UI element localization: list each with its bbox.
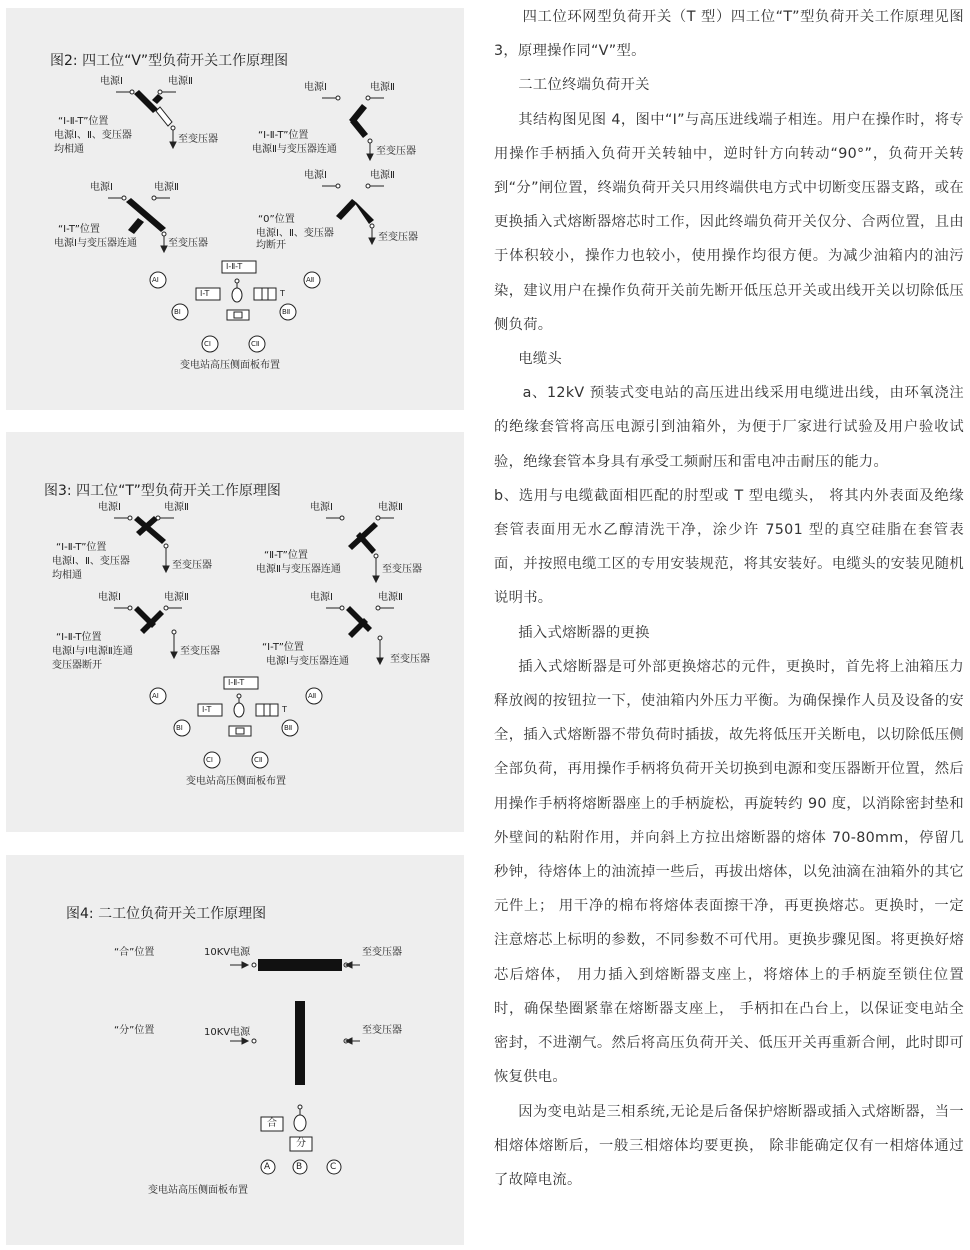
source-2-label: 电源Ⅱ bbox=[164, 502, 189, 513]
source-1-label: 电源Ⅰ bbox=[98, 502, 121, 513]
switch-blade-open bbox=[156, 107, 172, 126]
source-2-label: 电源Ⅱ bbox=[154, 182, 179, 193]
to-transformer-label: 至变压器 bbox=[390, 654, 430, 665]
paragraph: 插入式熔断器是可外部更换熔芯的元件，更换时，首先将上油箱压力释放阀的按钮拉一下，使油箱内外压力平衡。为确保操作人员及设备的安全，插入式熔断器不带负荷时插拔，故先将低压开关断电，以切除低压侧全部负荷，再用操作手柄将负荷开关切换到电源和变压器断开位置，然后用操作手柄将熔断器座上的手柄旋松，再旋转约 90 度，以消除密封垫和外壁间的粘附作用，并向斜上方拉出熔断器的熔体 70-80mm，停留几秒钟，待熔体上的油流掉一些后，再拔出熔体，以免油滴在油箱外的其它元件上； 用干净的棉布将熔体表面擦干净，再更换熔芯。更换时，一定注意熔芯上标明的参数，不同参数不可代用。更换步骤见图。将更换好熔芯后熔体， 用力插入到熔断器支座上，将熔体上的手柄旋至锁住位置时，确保垫圈紧靠在熔断器支座上， 手柄扣在凸台上，以保证变电站全密封，不进潮气。然后将高压负荷开关、低压开关再重新合闸，此时即可恢复供电。 bbox=[494, 658, 964, 1086]
source-2-label: 电源Ⅱ bbox=[370, 82, 395, 93]
position-box bbox=[254, 288, 276, 300]
closed-position-label: “合”位置 bbox=[114, 947, 155, 958]
position-label: “Ⅰ-Ⅱ-T”位置 bbox=[58, 116, 109, 127]
bushing-label: AⅡ bbox=[308, 692, 317, 700]
bushing-label: AⅡ bbox=[306, 276, 315, 284]
bushing-label: BⅠ bbox=[176, 724, 183, 732]
position-label: “Ⅰ-T”位置 bbox=[262, 642, 304, 653]
source-label: 10KV电源 bbox=[204, 947, 251, 958]
to-transformer-label: 至变压器 bbox=[376, 146, 416, 157]
paragraph: 因为变电站是三相系统,无论是后备保护熔断器或插入式熔断器，当一相熔体熔断后，一般三相熔体均要更换， 除非能确定仅有一相熔体通过了故障电流。 bbox=[494, 1103, 964, 1188]
source-1-label: 电源Ⅰ bbox=[310, 592, 333, 603]
article-text bbox=[494, 0, 964, 1197]
arrow bbox=[170, 142, 176, 148]
description-label-2: 变压器断开 bbox=[52, 660, 102, 671]
description-label: 电源Ⅰ与Ⅰ电源Ⅱ连通 bbox=[52, 646, 133, 657]
open-box-label: 分 bbox=[296, 1138, 306, 1149]
source-2-label: 电源Ⅱ bbox=[168, 76, 193, 87]
handle-knob bbox=[294, 1115, 306, 1131]
description-label: 电源Ⅱ与变压器连通 bbox=[252, 144, 337, 155]
paragraph: a、12kV 预装式变电站的高压进出线采用电缆进出线，由环氧浇注的绝缘套管将高压电源引到油箱外，为便于厂家进行试验及用户验收试验，绝缘套管本身具有承受工频耐压和雷电冲击耐压的能力。 bbox=[494, 385, 964, 470]
panel-caption: 变电站高压侧面板布置 bbox=[186, 776, 286, 787]
terminal bbox=[130, 90, 134, 94]
source-1-label: 电源Ⅰ bbox=[304, 170, 327, 181]
source-2-label: 电源Ⅱ bbox=[378, 502, 403, 513]
source-2-label: 电源Ⅱ bbox=[370, 170, 395, 181]
position-label: “Ⅰ-Ⅱ-T”位置 bbox=[56, 542, 107, 553]
description-label-2: 均断开 bbox=[256, 240, 286, 251]
terminal bbox=[158, 90, 162, 94]
to-transformer-label: 至变压器 bbox=[172, 560, 212, 571]
position-label: “0”位置 bbox=[258, 214, 295, 225]
position-box-label: Ⅰ-T bbox=[200, 289, 210, 298]
switch-blade bbox=[336, 199, 357, 220]
position-box-label: Ⅰ-T bbox=[202, 705, 212, 714]
bushing-label: AⅠ bbox=[152, 276, 159, 284]
terminal bbox=[171, 126, 175, 130]
to-transformer-label: 至变压器 bbox=[362, 947, 402, 958]
position-label: “Ⅰ-Ⅱ-T位置 bbox=[56, 632, 102, 643]
source-1-label: 电源Ⅰ bbox=[100, 76, 123, 87]
panel-caption: 变电站高压侧面板布置 bbox=[180, 360, 280, 371]
bushing-label: CⅡ bbox=[251, 340, 260, 348]
description-label: 电源Ⅰ、Ⅱ、变压器 bbox=[256, 228, 334, 239]
figure-title: 图2: 四工位“V”型负荷开关工作原理图 bbox=[50, 53, 289, 69]
position-label: “Ⅰ-Ⅱ-T”位置 bbox=[258, 130, 309, 141]
figure-4-panel bbox=[6, 855, 464, 1245]
source-1-label: 电源Ⅰ bbox=[90, 182, 113, 193]
paragraph: b、选用与电缆截面相匹配的肘型或 T 型电缆头， 将其内外表面及绝缘套管表面用无水乙醇清洗干净，涂少许 7501 型的真空硅脂在套管表面，并按照电缆工区的专用安装规范，将其安装好。电缆头的安装见随机说明书。 bbox=[494, 487, 964, 607]
to-transformer-label: 至变压器 bbox=[168, 238, 208, 249]
description-label: 电源Ⅰ与变压器连通 bbox=[266, 656, 349, 667]
bushing-label: AⅠ bbox=[152, 692, 159, 700]
bushing-label: CⅠ bbox=[206, 756, 213, 764]
section-heading: 电缆头 bbox=[518, 351, 563, 368]
figure-title: 图3: 四工位“T”型负荷开关工作原理图 bbox=[44, 483, 281, 499]
to-transformer-label: 至变压器 bbox=[178, 134, 218, 145]
source-label: 10KV电源 bbox=[204, 1027, 251, 1038]
description-label-2: 均相通 bbox=[52, 570, 82, 581]
closed-box-label: 合 bbox=[267, 1118, 277, 1129]
position-box-label: T bbox=[282, 705, 287, 714]
switch-blade bbox=[350, 118, 368, 138]
bushing-label: BⅠ bbox=[174, 308, 181, 316]
switch-blade bbox=[352, 199, 374, 224]
position-box-label: Ⅰ-Ⅱ-T bbox=[228, 678, 245, 687]
position-box-label: Ⅰ-Ⅱ-T bbox=[226, 262, 243, 271]
source-1-label: 电源Ⅰ bbox=[98, 592, 121, 603]
switch-bar-open bbox=[295, 1001, 305, 1085]
bushing-label: CⅠ bbox=[204, 340, 211, 348]
bushing-label: B bbox=[296, 1162, 303, 1172]
description-label-2: 均相通 bbox=[54, 144, 84, 155]
figure-title: 图4: 二工位负荷开关工作原理图 bbox=[66, 906, 267, 922]
position-label: “Ⅱ-T”位置 bbox=[264, 550, 308, 561]
source-1-label: 电源Ⅰ bbox=[304, 82, 327, 93]
figure-3-panel bbox=[6, 432, 464, 832]
paragraph: 其结构图见图 4，图中“I”与高压进线端子相连。用户在操作时，将专用操作手柄插入负荷开关转轴中，逆时针方向转动“90°”，负荷开关转到“分”闸位置，终端负荷开关只用终端供电方式中切断变压器支路，或在更换插入式熔断器熔芯时工作，因此终端负荷开关仅分、合两位置，且由于体积较小，操作力也较小，使用操作均很方便。为减少油箱内的油污染，建议用户在操作负荷开关前先断开低压总开关或出线开关以切除低压侧负荷。 bbox=[494, 111, 964, 333]
bushing-label: BⅡ bbox=[284, 724, 293, 732]
bushing-label: BⅡ bbox=[282, 308, 291, 316]
switch-blade bbox=[152, 94, 163, 104]
to-transformer-label: 至变压器 bbox=[378, 232, 418, 243]
switch-blade bbox=[128, 218, 144, 234]
position-label: “Ⅰ-T”位置 bbox=[58, 224, 100, 235]
open-position-label: “分”位置 bbox=[114, 1025, 155, 1036]
paragraph: 四工位环网型负荷开关（T 型）四工位“T”型负荷开关工作原理见图 3，原理操作同“V”型。 bbox=[494, 9, 964, 60]
panel-caption: 变电站高压侧面板布置 bbox=[148, 1185, 248, 1196]
source-2-label: 电源Ⅱ bbox=[378, 592, 403, 603]
handle-knob bbox=[232, 288, 242, 302]
bushing-label: C bbox=[330, 1162, 337, 1172]
description-label: 电源Ⅱ与变压器连通 bbox=[256, 564, 341, 575]
bushing-label: A bbox=[264, 1162, 271, 1172]
to-transformer-label: 至变压器 bbox=[362, 1025, 402, 1036]
section-heading: 插入式熔断器的更换 bbox=[518, 624, 650, 641]
bushing-label: CⅡ bbox=[254, 756, 263, 764]
to-transformer-label: 至变压器 bbox=[382, 564, 422, 575]
position-box-label: T bbox=[280, 289, 285, 298]
to-transformer-label: 至变压器 bbox=[180, 646, 220, 657]
switch-bar-closed bbox=[258, 959, 342, 971]
description-label: 电源Ⅰ与变压器连通 bbox=[54, 238, 137, 249]
description-label: 电源Ⅰ、Ⅱ、变压器 bbox=[54, 130, 132, 141]
source-2-label: 电源Ⅱ bbox=[164, 592, 189, 603]
figure-2-panel bbox=[6, 8, 464, 410]
figure-2-diagram bbox=[6, 8, 464, 410]
source-1-label: 电源Ⅰ bbox=[310, 502, 333, 513]
section-heading: 二工位终端负荷开关 bbox=[518, 77, 650, 94]
description-label: 电源Ⅰ、Ⅱ、变压器 bbox=[52, 556, 130, 567]
